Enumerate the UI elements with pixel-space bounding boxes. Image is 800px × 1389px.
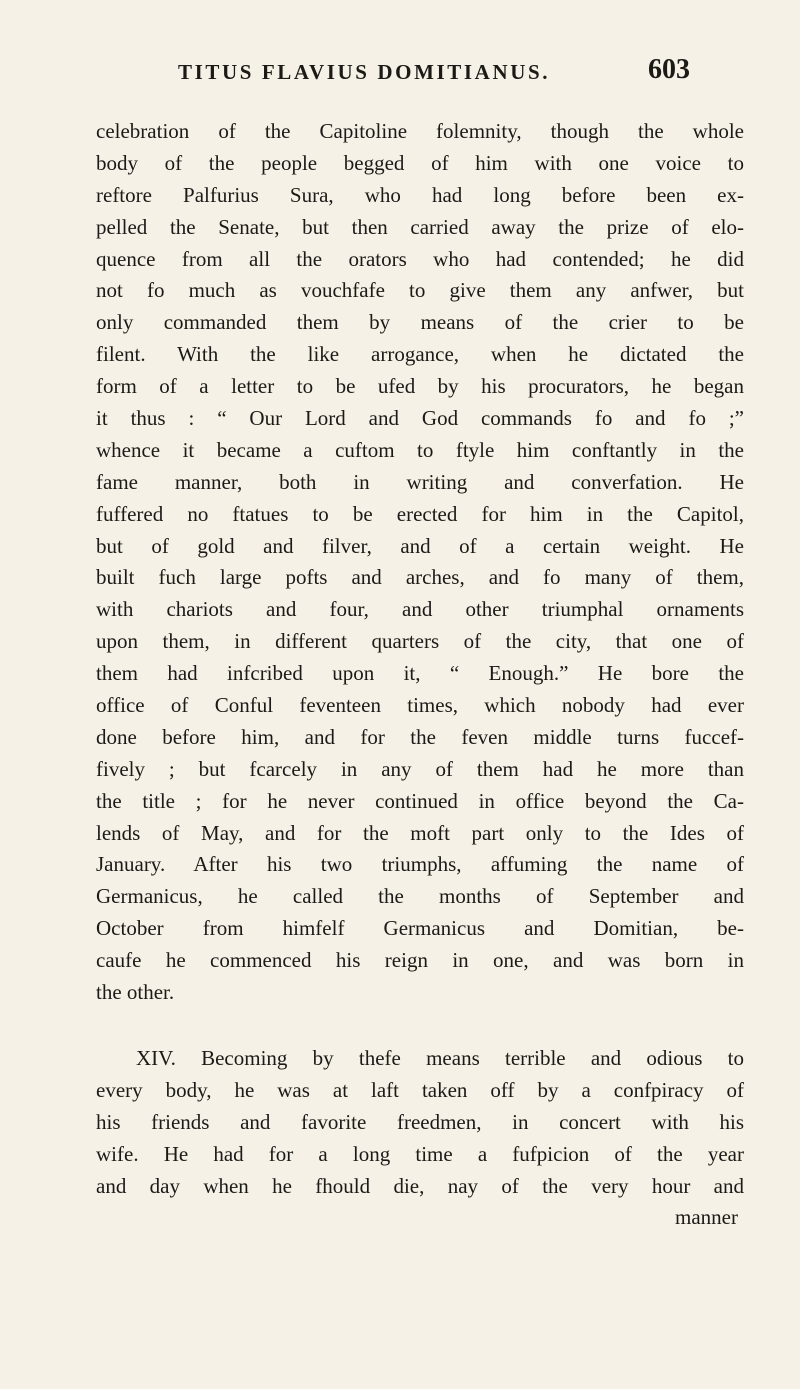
text-line: and day when he fhould die, nay of the very hour and bbox=[96, 1173, 744, 1198]
text-line: celebration of the Capitoline folemnity, though the whole bbox=[96, 119, 744, 143]
text-line: wife. He had for a long time a fufpicion of the year bbox=[96, 1141, 744, 1166]
text-line: reftore Palfurius Sura, who had long before been ex- bbox=[96, 182, 744, 207]
text-line: the other. bbox=[96, 980, 175, 1005]
catchword: manner bbox=[675, 1205, 738, 1230]
text-line: filent. With the like arrogance, when he dictated the bbox=[96, 342, 744, 367]
text-line: fame manner, both in writing and converfation. He bbox=[96, 469, 744, 494]
text-line: not fo much as vouchfafe to give them any anfwer, but bbox=[96, 278, 744, 303]
text-line: October from himfelf Germanicus and Domitian, be- bbox=[96, 916, 744, 941]
text-line: the title ; for he never continued in office beyond the Ca- bbox=[96, 788, 744, 813]
paragraph-2 bbox=[96, 1043, 744, 1202]
text-line: but of gold and filver, and of a certain weight. He bbox=[96, 533, 744, 558]
text-line: every body, he was at laft taken off by a confpiracy of bbox=[96, 1077, 744, 1102]
text-line: caufe he commenced his reign in one, and was born in bbox=[96, 948, 744, 973]
text-line: body of the people begged of him with one voice to bbox=[96, 150, 744, 175]
text-line: form of a letter to be ufed by his procurators, he began bbox=[96, 374, 744, 399]
text-line: pelled the Senate, but then carried away the prize of elo- bbox=[96, 214, 744, 239]
paragraph-1 bbox=[96, 116, 744, 1009]
text-line: his friends and favorite freedmen, in concert with his bbox=[96, 1109, 744, 1134]
text-line: built fuch large pofts and arches, and fo many of them, bbox=[96, 565, 744, 590]
text-line: it thus : “ Our Lord and God commands fo and fo ;” bbox=[96, 406, 744, 431]
page-number: 603 bbox=[648, 54, 690, 85]
running-title: TITUS FLAVIUS DOMITIANUS. bbox=[178, 60, 551, 84]
text-line: January. After his two triumphs, affuming the name of bbox=[96, 852, 744, 877]
body-text bbox=[96, 116, 744, 1234]
text-line: only commanded them by means of the crier to be bbox=[96, 310, 744, 335]
text-line: them had infcribed upon it, “ Enough.” He bore the bbox=[96, 661, 744, 686]
text-line: lends of May, and for the moft part only to the Ides of bbox=[96, 820, 744, 845]
text-line: done before him, and for the feven middle turns fuccef- bbox=[96, 724, 744, 749]
paragraph-gap bbox=[96, 1009, 744, 1043]
running-head bbox=[0, 54, 800, 100]
text-line: quence from all the orators who had contended; he did bbox=[96, 246, 744, 271]
text-line: fuffered no ftatues to be erected for him in the Capitol, bbox=[96, 501, 744, 526]
text-line: whence it became a cuftom to ftyle him conftantly in the bbox=[96, 437, 744, 462]
text-line: with chariots and four, and other triumphal ornaments bbox=[96, 597, 744, 622]
text-line: office of Conful feventeen times, which nobody had ever bbox=[96, 693, 744, 718]
text-line: XIV. Becoming by thefe means terrible and odious to bbox=[136, 1045, 744, 1070]
text-line: Germanicus, he called the months of September and bbox=[96, 884, 744, 909]
text-line: fively ; but fcarcely in any of them had he more than bbox=[96, 756, 744, 781]
text-line: upon them, in different quarters of the city, that one of bbox=[96, 629, 744, 654]
